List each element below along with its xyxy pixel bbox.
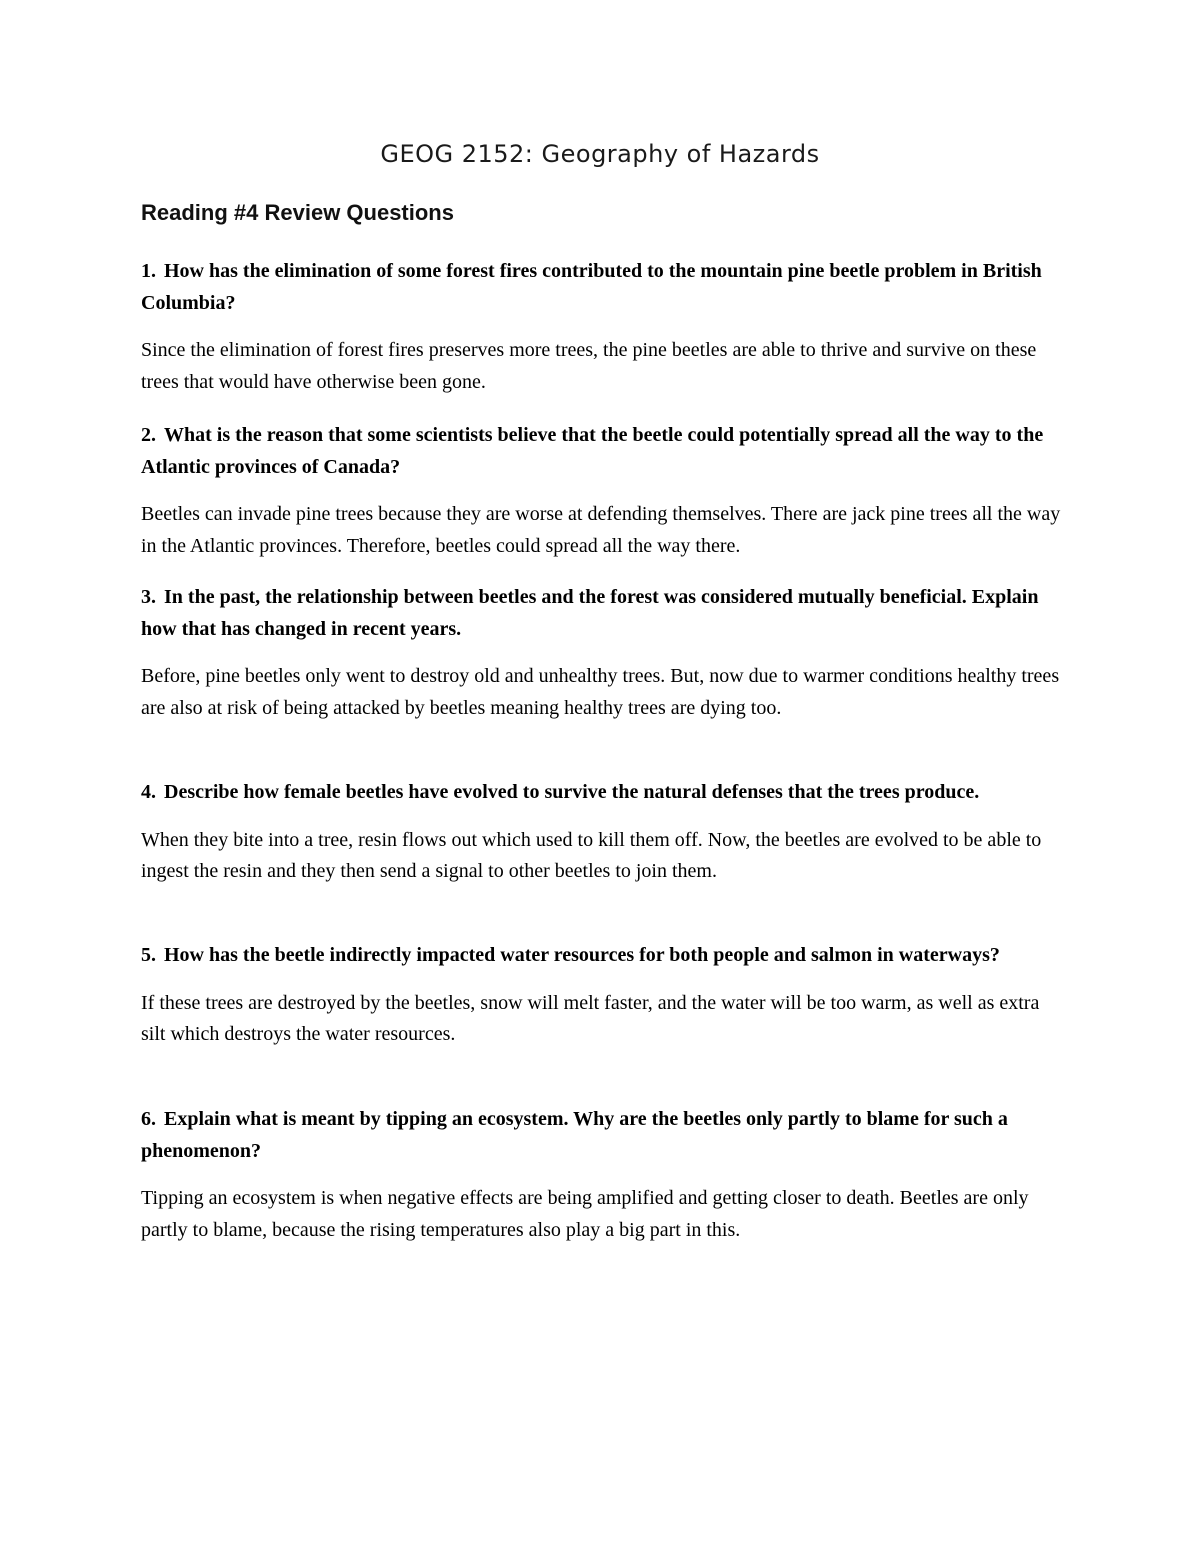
question-text: What is the reason that some scientists believe that the beetle could potentially spread all the way to the Atlantic provinces of Canada? bbox=[141, 424, 1044, 478]
question-text: Explain what is meant by tipping an ecosystem. Why are the beetles only partly to blame for such a phenomenon? bbox=[141, 1108, 1008, 1162]
question-block-6 bbox=[141, 1104, 1061, 1246]
question-text: Describe how female beetles have evolved to survive the natural defenses that the trees produce. bbox=[164, 781, 980, 803]
question-2 bbox=[141, 420, 1061, 483]
question-3 bbox=[141, 582, 1061, 645]
question-number: 6. bbox=[141, 1108, 156, 1130]
question-text: In the past, the relationship between beetles and the forest was considered mutually beneficial. Explain how that has changed in recent years. bbox=[141, 586, 1039, 640]
question-number: 3. bbox=[141, 586, 156, 608]
document-subtitle: Reading #4 Review Questions bbox=[141, 200, 454, 225]
question-5 bbox=[141, 940, 1061, 972]
question-block-5 bbox=[141, 940, 1061, 1051]
answer-2: Beetles can invade pine trees because they are worse at defending themselves. There are jack pine trees all the way in the Atlantic provinces. Therefore, beetles could spread all the way there. bbox=[141, 503, 1061, 557]
answer-4: When they bite into a tree, resin flows out which used to kill them off. Now, the beetles are evolved to be able to ingest the resin and they then send a signal to other beetles to join them. bbox=[141, 828, 1042, 882]
question-1 bbox=[141, 256, 1061, 319]
question-number: 2. bbox=[141, 424, 156, 446]
question-block-2 bbox=[141, 420, 1061, 562]
question-6 bbox=[141, 1104, 1061, 1167]
question-4 bbox=[141, 777, 1061, 809]
question-block-1 bbox=[141, 256, 1061, 398]
question-number: 1. bbox=[141, 260, 156, 282]
question-text: How has the beetle indirectly impacted water resources for both people and salmon in waterways? bbox=[164, 944, 1000, 966]
question-text: How has the elimination of some forest fires contributed to the mountain pine beetle problem in British Columbia? bbox=[141, 260, 1042, 314]
question-block-4 bbox=[141, 777, 1061, 888]
answer-6: Tipping an ecosystem is when negative effects are being amplified and getting closer to death. Beetles are only partly to blame, because the rising temperatures also play a big part in this. bbox=[141, 1187, 1029, 1241]
answer-5: If these trees are destroyed by the beetles, snow will melt faster, and the water will be too warm, as well as extra silt which destroys the water resources. bbox=[141, 991, 1040, 1045]
document-title: GEOG 2152: Geography of Hazards bbox=[380, 140, 820, 168]
question-number: 5. bbox=[141, 944, 156, 966]
answer-3: Before, pine beetles only went to destroy old and unhealthy trees. But, now due to warmer conditions healthy trees are also at risk of being attacked by beetles meaning healthy trees are dying too. bbox=[141, 665, 1060, 719]
question-number: 4. bbox=[141, 781, 156, 803]
question-block-3 bbox=[141, 582, 1061, 724]
answer-1: Since the elimination of forest fires preserves more trees, the pine beetles are able to thrive and survive on these trees that would have otherwise been gone. bbox=[141, 339, 1037, 393]
